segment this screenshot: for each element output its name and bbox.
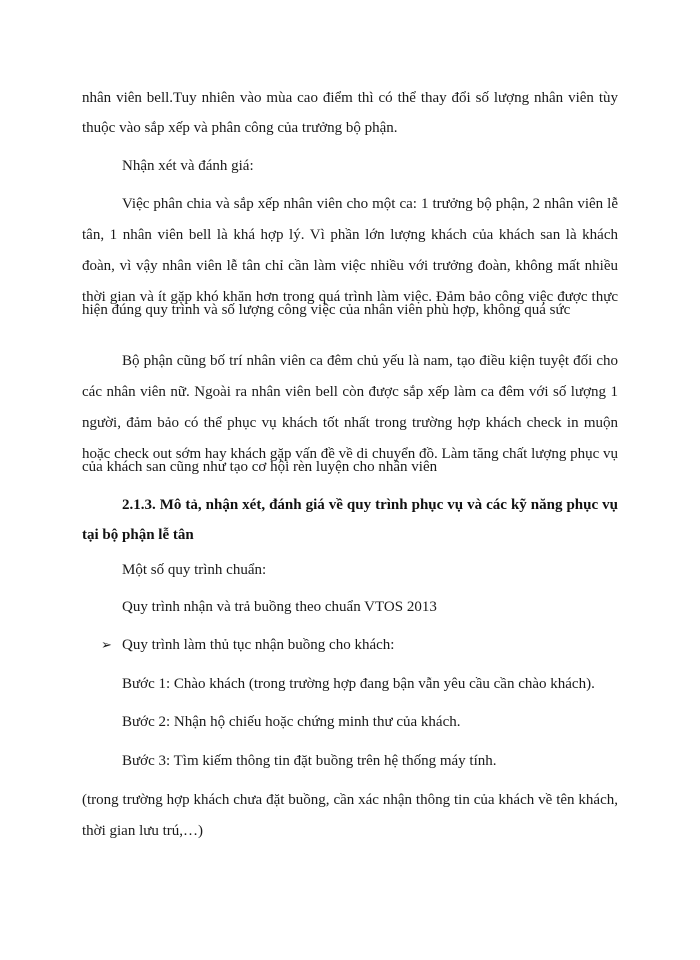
text-line: của khách san cũng như tạo cơ hội rèn luyện cho nhân viên bbox=[82, 459, 438, 475]
section-heading: 2.1.3. Mô tả, nhận xét, đánh giá về quy trình phục vụ và các kỹ năng phục vụ bbox=[122, 497, 618, 513]
text-line: thời gian lưu trú,…) bbox=[82, 823, 204, 839]
text-line: Bộ phận cũng bố trí nhân viên ca đêm chủ yếu là nam, tạo điều kiện tuyệt đối cho bbox=[122, 353, 618, 369]
step-line: Bước 2: Nhận hộ chiếu hoặc chứng minh thư của khách. bbox=[122, 714, 461, 730]
step-line: Bước 1: Chào khách (trong trường hợp đang bận vẫn yêu cầu cần chào khách). bbox=[122, 676, 595, 692]
text-line: hiện đúng quy trình và số lượng công việc của nhân viên phù hợp, không quá sức bbox=[82, 302, 571, 318]
arrow-bullet-icon: ➢ bbox=[101, 637, 112, 652]
step-line: Bước 3: Tìm kiếm thông tin đặt buồng trên hệ thống máy tính. bbox=[122, 753, 497, 769]
text-line: Việc phân chia và sắp xếp nhân viên cho một ca: 1 trưởng bộ phận, 2 nhân viên lễ bbox=[122, 196, 618, 212]
text-line: nhân viên bell.Tuy nhiên vào mùa cao điểm thì có thể thay đổi số lượng nhân viên tùy bbox=[82, 90, 618, 106]
text-line: các nhân viên nữ. Ngoài ra nhân viên bell còn được sắp xếp làm ca đêm với số lượng 1 bbox=[82, 384, 618, 400]
text-line: thời gian và ít gặp khó khăn hơn trong quá trình làm việc. Đảm bảo công việc được thực bbox=[82, 289, 618, 305]
text-line: người, đảm bảo có thể phục vụ khách tốt nhất trong trường hợp khách check in muộn bbox=[82, 415, 618, 431]
text-line: thuộc vào sắp xếp và phân công của trưởng bộ phận. bbox=[82, 120, 398, 136]
text-line: hoặc check out sớm hay khách gặp vấn đề về di chuyển đồ. Làm tăng chất lượng phục vụ bbox=[82, 446, 618, 462]
text-line: Quy trình nhận và trả buồng theo chuẩn VTOS 2013 bbox=[122, 599, 437, 615]
text-line: Nhận xét và đánh giá: bbox=[122, 158, 254, 174]
text-line: đoàn, vì vậy nhân viên lễ tân chỉ cần làm việc nhiều với trưởng đoàn, không mất nhiều bbox=[82, 258, 618, 274]
text-line: tân, 1 nhân viên bell là khá hợp lý. Vì phần lớn lượng khách của khách san là khách bbox=[82, 227, 618, 243]
bullet-item: Quy trình làm thủ tục nhận buồng cho khách: bbox=[122, 637, 395, 653]
section-heading-continued: tại bộ phận lễ tân bbox=[82, 527, 194, 543]
text-line: (trong trường hợp khách chưa đặt buồng, cần xác nhận thông tin của khách về tên khách, bbox=[82, 792, 618, 808]
text-line: Một số quy trình chuẩn: bbox=[122, 562, 267, 578]
